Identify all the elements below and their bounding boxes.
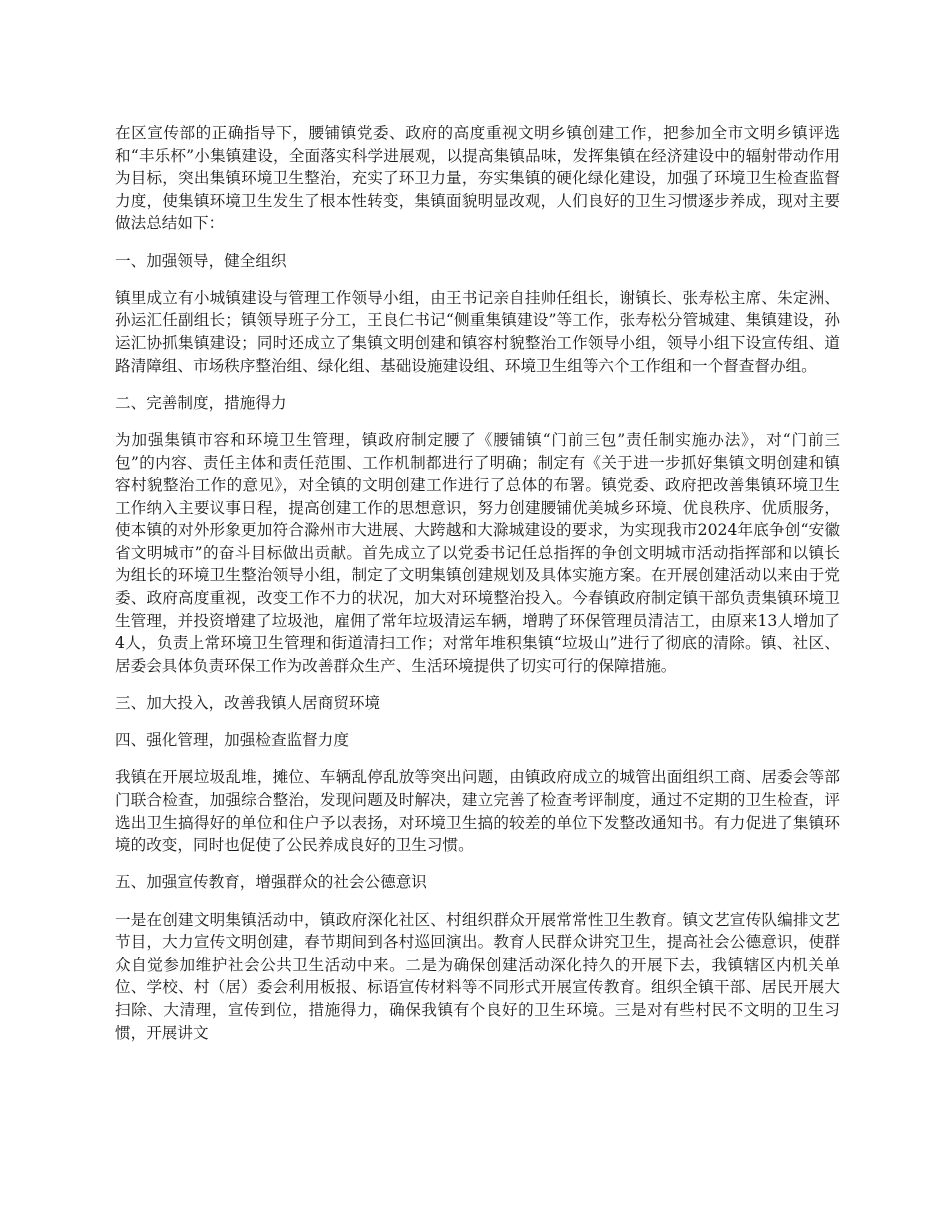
section-heading-1: 一、加强领导，健全组织	[115, 251, 287, 270]
intro-paragraph: 在区宣传部的正确指导下，腰铺镇党委、政府的高度重视文明乡镇创建工作，把参加全市文明乡镇评选和“丰乐杯”小集镇建设，全面落实科学进展观，以提高集镇品味，发挥集镇在经济建设中的辐射带动作用为目标，突出集镇环境卫生整治，充实了环卫力量，夯实集镇的硬化绿化建设，加强了环境卫生检查监督力度，使集镇环境卫生发生了根本性转变，集镇面貌明显改观，人们良好的卫生习惯逐步养成，现对主要做法总结如下：	[115, 124, 840, 233]
section-1-paragraph: 镇里成立有小城镇建设与管理工作领导小组，由王书记亲自挂帅任组长，谢镇长、张寿松主席、朱定洲、孙运汇任副组长；镇领导班子分工，王良仁书记“侧重集镇建设”等工作，张寿松分管城建、集镇建设，孙运汇协抓集镇建设；同时还成立了集镇文明创建和镇容村貌整治工作领导小组，领导小组下设宣传组、道路清障组、市场秩序整治组、绿化组、基础设施建设组、环境卫生组等六个工作组和一个督查督办组。	[115, 288, 840, 375]
section-heading-3: 三、加大投入，改善我镇人居商贸环境	[115, 694, 381, 713]
section-heading-2: 二、完善制度，措施得力	[115, 393, 287, 412]
section-4-paragraph: 我镇在开展垃圾乱堆，摊位、车辆乱停乱放等突出问题，由镇政府成立的城管出面组织工商、居委会等部门联合检查，加强综合整治，发现问题及时解决，建立完善了检查考评制度，通过不定期的卫生检查，评选出卫生搞得好的单位和住户予以表扬，对环境卫生搞的较差的单位下发整改通知书。有力促进了集镇环境的改变，同时也促使了公民养成良好的卫生习惯。	[115, 768, 840, 855]
section-5-paragraph: 一是在创建文明集镇活动中，镇政府深化社区、村组织群众开展常常性卫生教育。镇文艺宣传队编排文艺节目，大力宣传文明创建，春节期间到各村巡回演出。教育人民群众讲究卫生，提高社会公德意识，使群众自觉参加维护社会公共卫生活动中来。二是为确保创建活动深化持久的开展下去，我镇辖区内机关单位、学校、村（居）委会利用板报、标语宣传材料等不同形式开展宣传教育。组织全镇干部、居民开展大扫除、大清理，宣传到位，措施得力，确保我镇有个良好的卫生环境。三是对有些村民不文明的卫生习惯，开展讲文	[115, 910, 840, 1042]
section-heading-5: 五、加强宣传教育，增强群众的社会公德意识	[115, 873, 427, 892]
document-body	[115, 122, 840, 1059]
section-2-paragraph: 为加强集镇市容和环境卫生管理，镇政府制定腰了《腰铺镇“门前三包”责任制实施办法》，对“门前三包”的内容、责任主体和责任范围、工作机制都进行了明确；制定有《关于进一步抓好集镇文明创建和镇容村貌整治工作的意见》，对全镇的文明创建工作进行了总体的布署。镇党委、政府把改善集镇环境卫生工作纳入主要议事日程，提高创建工作的思想意识，努力创建腰铺优美城乡环境、优良秩序、优质服务，使本镇的对外形象更加符合滁州市大进展、大跨越和大滁城建设的要求，为实现我市2024年底争创“安徽省文明城市”的奋斗目标做出贡献。首先成立了以党委书记任总指挥的争创文明城市活动指挥部和以镇长为组长的环境卫生整治领导小组，制定了文明集镇创建规划及具体实施方案。在开展创建活动以来由于党委、政府高度重视，改变工作不力的状况，加大对环境整治投入。今春镇政府制定镇干部负责集镇环境卫生管理，并投资增建了垃圾池，雇佣了常年垃圾清运车辆，增聘了环保管理员清洁工，由原来13人增加了4人，负责上常环境卫生管理和街道清扫工作；对常年堆积集镇“垃圾山”进行了彻底的清除。镇、社区、居委会具体负责环保工作为改善群众生产、生活环境提供了切实可行的保障措施。	[115, 430, 840, 675]
section-heading-4: 四、强化管理，加强检查监督力度	[115, 731, 349, 750]
